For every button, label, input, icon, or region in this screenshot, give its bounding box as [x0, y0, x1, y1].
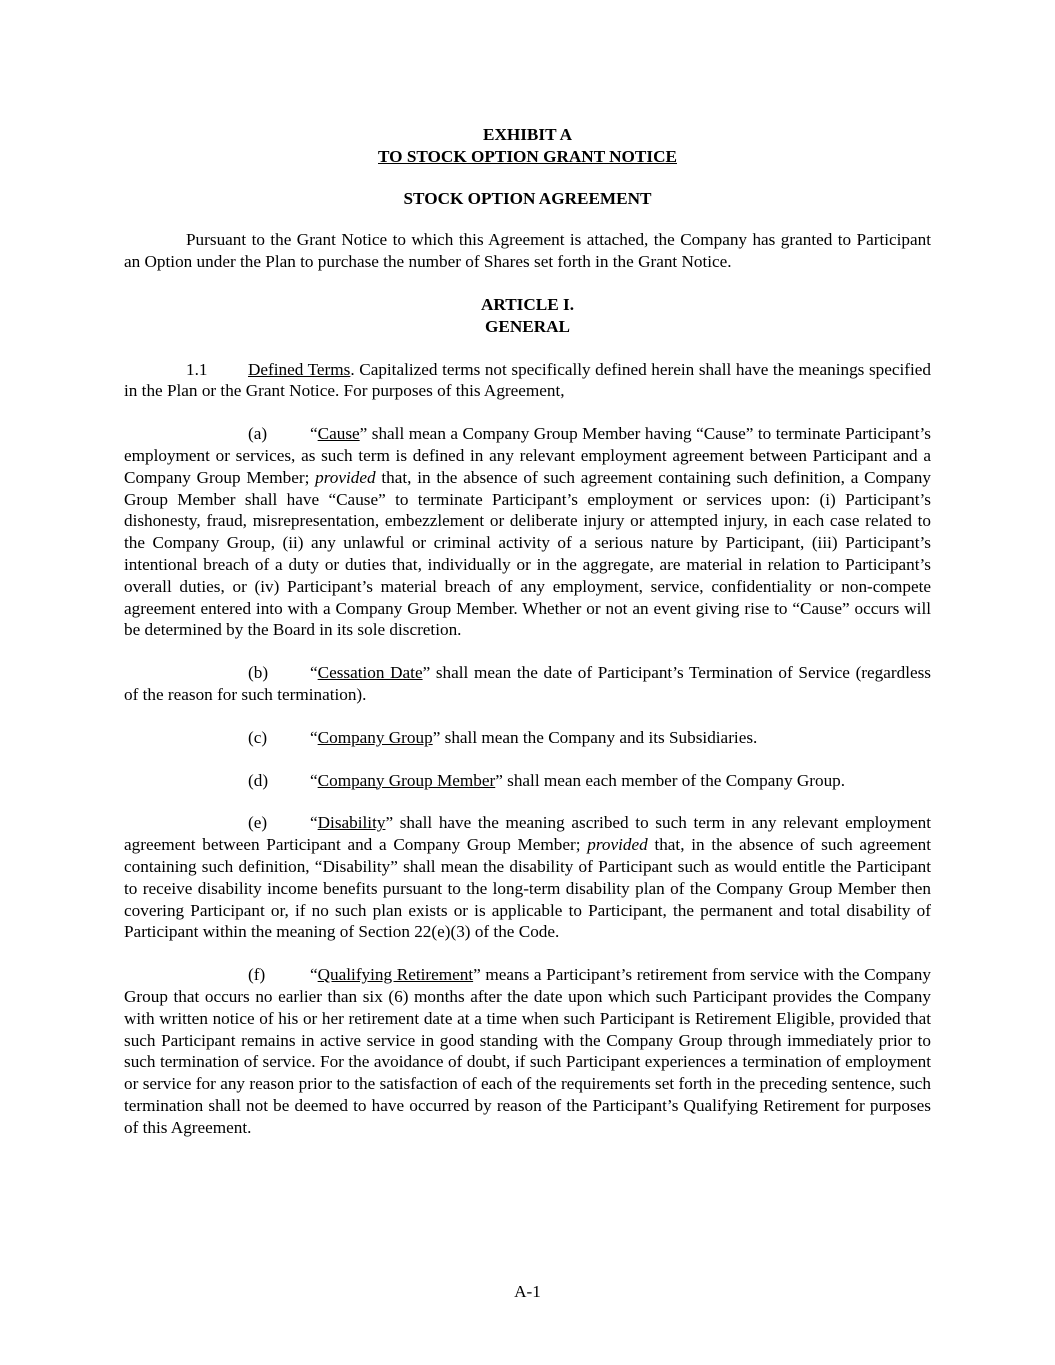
defined-term: Company Group Member — [317, 770, 496, 790]
section-1-1 — [124, 359, 931, 403]
definition-label: (c) — [248, 727, 268, 747]
defined-term: Disability — [317, 813, 386, 833]
definition-label: (d) — [248, 770, 269, 790]
defined-term: Company Group — [317, 727, 433, 747]
definition-text-cont: that, in the absence of such agreement containing such definition, “Disability” shall mean the disability of Participant such as would entitle the Participant to receive disability income benefits pursuant to the long-term disability plan of the Company Group Member then covering Participant or, if no such plan exists or is applicable to Participant, the permanent and total disability of Participant within the meaning of Section 22(e)(3) of the Code. — [124, 835, 931, 942]
definition-text: ” means a Participant’s retirement from service with the Company Group that occurs no earlier than six (6) months after the date upon which such Participant provides the Company with written notice of his or her retirement date at a time when such Participant is Retirement Eligible, provided that such Participant remains in active service in good standing with the Company Group through immediately prior to such termination of service. For the avoidance of doubt, if such Participant experiences a termination of employment or service for any reason prior to the satisfaction of each of the requirements set forth in the preceding sentence, such termination shall not be deemed to have occurred by reason of the Participant’s Qualifying Retirement for purposes of this Agreement. — [124, 965, 931, 1137]
italic-provided: provided — [315, 467, 376, 487]
definition-label: (a) — [248, 424, 268, 444]
definition-text: ” shall mean the Company and its Subsidiaries. — [432, 727, 758, 747]
definition-label: (f) — [248, 965, 266, 985]
page-number: A-1 — [514, 1282, 541, 1301]
exhibit-heading: EXHIBIT A — [483, 125, 572, 144]
definition-text: ” shall have the meaning ascribed to such term in any relevant employment agreement between Participant and a Company Group Member; — [124, 813, 931, 855]
section-number: 1.1 — [186, 359, 208, 379]
defined-term: Qualifying Retirement — [317, 965, 474, 985]
intro-paragraph: Pursuant to the Grant Notice to which this Agreement is attached, the Company has granted to Participant an Option under the Plan to purchase the number of Shares set forth in the Grant Notice. — [124, 230, 931, 272]
article-number: ARTICLE I. — [481, 294, 574, 314]
definition-label: (b) — [248, 663, 269, 683]
definition-text: ” shall mean the date of Participant’s Termination of Service (regardless of the reason for such termination). — [124, 663, 931, 704]
italic-provided: provided — [587, 835, 648, 855]
defined-term: Cause — [317, 424, 360, 444]
definition-text: ” shall mean each member of the Company Group. — [495, 770, 846, 790]
agreement-title: STOCK OPTION AGREEMENT — [403, 188, 652, 208]
definition-label: (e) — [248, 813, 268, 833]
exhibit-subheading: TO STOCK OPTION GRANT NOTICE — [378, 146, 677, 166]
definition-cessation-date: (b) “Cessation Date” shall mean the date of Participant’s Termination of Service (regardless of the reason for such termination). — [124, 663, 931, 704]
article-name: GENERAL — [485, 316, 570, 336]
definition-qualifying-retirement: (f) “Qualifying Retirement” means a Participant’s retirement from service with the Company Group that occurs no earlier than six (6) months after the date upon which such Participant provides the Company with written notice of his or her retirement date at a time when such Participant is Retirement Eligible, provided that such Participant remains in active service in good standing with the Company Group through immediately prior to such termination of service. For the avoidance of doubt, if such Participant experiences a termination of employment or service for any reason prior to the satisfaction of each of the requirements set forth in the preceding sentence, such termination shall not be deemed to have occurred by reason of the Participant’s Qualifying Retirement for purposes of this Agreement. — [124, 965, 931, 1137]
section-text: . Capitalized terms not specifically defined herein shall have the meanings specified in the Plan or the Grant Notice. For purposes of this Agreement, — [124, 359, 931, 401]
definition-company-group: (c) “Company Group” shall mean the Company and its Subsidiaries. — [124, 727, 931, 749]
definition-text-cont: that, in the absence of such agreement containing such definition, a Company Group Member shall have “Cause” to terminate Participant’s employment or services upon: (i) Participant’s dishonesty, fraud, misrepresentation, embezzlement or deliberate injury or attempted injury, in each case related to the Company Group, (ii) any unlawful or criminal activity of a serious nature by Participant, (iii) Participant’s intentional breach of a duty or duties that, individually or in the aggregate, are material in relation to Participant’s overall duties, or (iv) Participant’s material breach of any employment, service, confidentiality or non-compete agreement entered into with a Company Group Member. Whether or not an event giving rise to “Cause” occurs will be determined by the Board in its sole discretion. — [124, 467, 931, 640]
definition-company-group-member: (d) “Company Group Member” shall mean each member of the Company Group. — [124, 770, 931, 792]
definition-cause: (a) “Cause” shall mean a Company Group Member having “Cause” to terminate Participant’s employment or services, as such term is defined in any relevant employment agreement between Participant and a Company Group Member; provided that, in the absence of such agreement containing such definition, a Company Group Member shall have “Cause” to terminate Participant’s employment or services upon: (i) Participant’s dishonesty, fraud, misrepresentation, embezzlement or deliberate injury or attempted injury, in each case related to the Company Group, (ii) any unlawful or criminal activity of a serious nature by Participant, (iii) Participant’s intentional breach of a duty or duties that, individually or in the aggregate, are material in relation to Participant’s overall duties, or (iv) Participant’s material breach of any employment, service, confidentiality or non-compete agreement entered into with a Company Group Member. Whether or not an event giving rise to “Cause” occurs will be determined by the Board in its sole discretion. — [124, 424, 931, 640]
definition-disability: (e) “Disability” shall have the meaning ascribed to such term in any relevant employment agreement between Participant and a Company Group Member; provided that, in the absence of such agreement containing such definition, “Disability” shall mean the disability of Participant such as would entitle the Participant to receive disability income benefits pursuant to the long-term disability plan of the Company Group Member then covering Participant or, if no such plan exists or is applicable to Participant, the permanent and total disability of Participant within the meaning of Section 22(e)(3) of the Code. — [124, 813, 931, 942]
definition-text: ” shall mean a Company Group Member having “Cause” to terminate Participant’s employment or services, as such term is defined in any relevant employment agreement between Participant and a Company Group Member; — [124, 424, 931, 487]
document-page — [124, 124, 931, 1138]
defined-term: Cessation Date — [317, 663, 423, 683]
section-heading: Defined Terms — [248, 359, 351, 379]
